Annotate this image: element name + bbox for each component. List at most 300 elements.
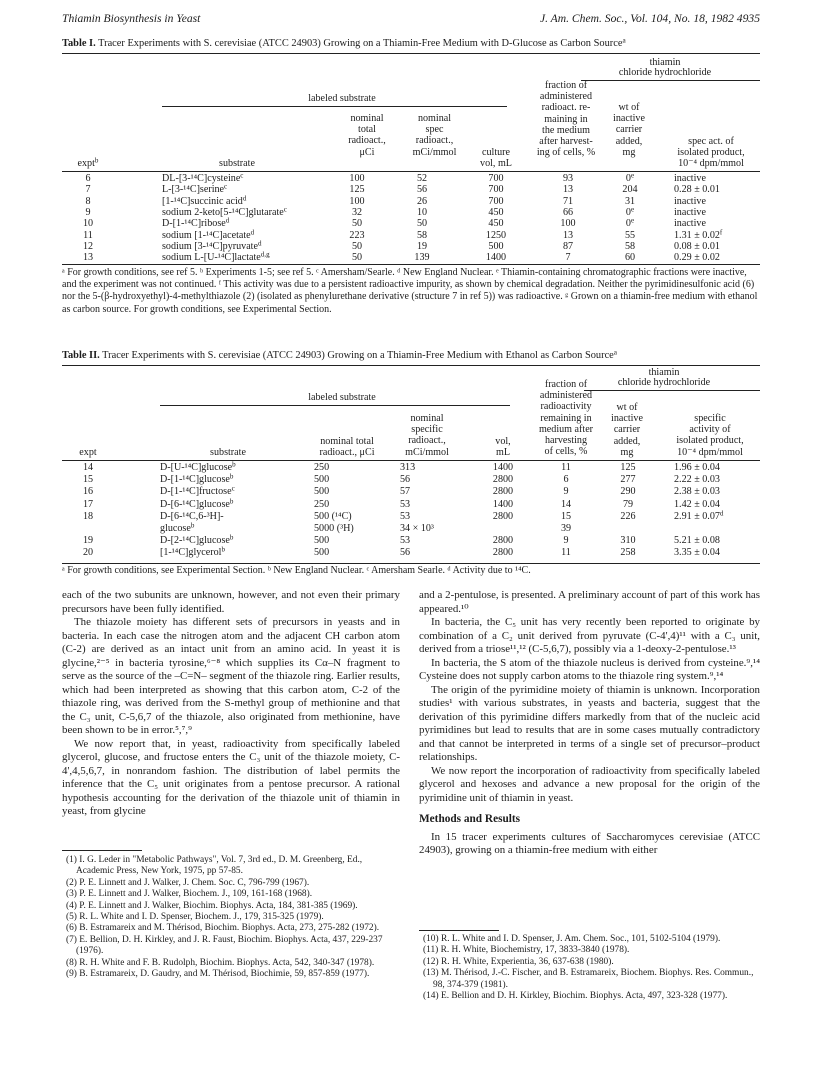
cell-carrier-mark: e — [630, 205, 635, 214]
cell-frac — [544, 252, 592, 263]
cell-spec-text: 26 — [416, 195, 428, 207]
cell-total — [314, 499, 384, 511]
cell-carrier-text: 55 — [624, 229, 636, 241]
ref-item: (13) M. Thérisod, J.-C. Fischer, and B. Estramareix, Biochem. Biophys. Res. Commun., 98, 374-379 (1981). — [423, 968, 754, 990]
table1-col-expt — [62, 158, 114, 169]
cell-carrier — [608, 486, 648, 498]
cell-substrate — [162, 173, 332, 184]
cell-substrate — [160, 535, 310, 547]
cell-carrier-text: 58 — [624, 240, 636, 252]
cell-spec-text: 34 × 10³ — [400, 523, 434, 534]
cell-expt — [62, 207, 114, 218]
table2-thiamin-rule — [584, 390, 760, 391]
cell-expt-text: 18 — [82, 510, 94, 522]
cell-vol — [482, 462, 524, 474]
cell-expt — [62, 173, 114, 184]
cell-expt-text: 6 — [85, 173, 91, 184]
cell-frac — [544, 230, 592, 241]
cell-substrate-text: [1-¹⁴C]succinic acid — [162, 195, 243, 207]
table2-top-rule — [62, 365, 760, 366]
cell-carrier-text: 0 — [625, 206, 631, 218]
cell-substrate-mark: b — [232, 460, 236, 469]
table1-col-fraction — [526, 80, 606, 158]
cell-total-text: 50 — [351, 252, 363, 264]
hdr-line: remaining in — [540, 412, 592, 424]
hdr-line: radioact., — [408, 435, 446, 447]
cell-substrate — [160, 462, 310, 474]
cell-act-text: 0.29 ± 0.02 — [674, 252, 720, 264]
hdr-line: mg — [620, 446, 634, 458]
hdr-line: 10⁻⁴ dpm/mmol — [677, 446, 743, 458]
cell-carrier-text: 125 — [620, 462, 636, 473]
hdr-line: wt of — [616, 402, 638, 413]
cell-expt — [62, 535, 114, 547]
cell-act-text: 1.31 ± 0.02 — [674, 229, 720, 241]
right-p4: The origin of the pyrimidine moiety of thiamin is unknown. Incorporation studies¹ with various substrates, in yeasts and bacteria, suggest that the derivation of this pyrimidine differs markedly from that of the nucleic acid pyrimidines but lead to results that are in some cases mutually contradictory and that cannot be interpreted in terms of a single set of precursor–product relationships. — [419, 683, 760, 763]
cell-spec-text: 50 — [416, 218, 428, 230]
cell-total — [314, 474, 384, 486]
cell-substrate — [160, 499, 310, 511]
cell-vol — [482, 535, 524, 547]
table-row — [62, 474, 760, 486]
cell-substrate-text: D-[1-¹⁴C]ribose — [162, 218, 226, 230]
table1-group-thiamin-1: thiamin — [649, 57, 681, 68]
table2-title: Tracer Experiments with S. cerevisiae (ATCC 24903) Growing on a Thiamin-Free Medium with Ethanol as Carbon Source — [102, 350, 614, 361]
cell-frac — [544, 241, 592, 252]
cell-carrier — [610, 218, 650, 229]
hdr-line: spec — [425, 124, 444, 136]
table-row — [62, 227, 760, 241]
cell-total — [337, 184, 377, 195]
ref-item: (5) R. L. White and I. D. Spenser, Biochem. J., 179, 315-325 (1979). — [66, 912, 324, 923]
cell-total — [314, 523, 384, 535]
cell-spec-text: 19 — [416, 240, 428, 252]
cell-spec — [400, 511, 460, 523]
table1-col-spec — [397, 113, 472, 158]
cell-act — [674, 499, 760, 511]
right-references — [419, 934, 760, 1002]
table-row — [62, 535, 760, 547]
cell-total-text: 32 — [351, 206, 363, 218]
table1-col-culture — [466, 147, 526, 169]
cell-frac-text: 11 — [561, 547, 571, 559]
table2-header-rule — [62, 460, 760, 461]
cell-substrate — [162, 241, 332, 252]
table-row — [62, 207, 760, 218]
hdr-line: radioact., μCi — [319, 447, 375, 459]
cell-substrate — [162, 196, 332, 207]
table2-group-thiamin-1: thiamin — [648, 367, 680, 378]
cell-frac-text: 13 — [562, 184, 574, 196]
table1-footnotes: ᵃ For growth conditions, see ref 5. ᵇ Experiments 1-5; see ref 5. ᶜ Amersham/Searle. ᵈ New England Nuclear. ᵉ Thiamin-containing chromatographic fractions were inactive, and the experiment was not continued. ᶠ This activity was due to a persistent radioactive impurity, as shown by chemical degradation. Neither the pyrimidinesulfonic acid (6) nor the 5-(β-hydroxyethyl)-4-methylthiazole (2) (isolated as phenylurethane derivative (structure 7 in ref 5)) was radioactive. ᵍ Grown on a thiamin-free medium with ethanol as carbon source. For growth conditions, see Experimental Section. — [62, 267, 758, 315]
hdr-line: vol, — [495, 436, 511, 447]
cell-substrate-mark: c — [224, 182, 228, 191]
right-p3: In bacteria, the S atom of the thiazole nucleus is derived from cysteine.⁹,¹⁴ Cysteine does not supply carbon atoms to the thiazole ring system.⁹,¹⁴ — [419, 656, 760, 682]
cell-vol-text: 700 — [488, 173, 504, 184]
cell-substrate-mark: b — [190, 521, 195, 530]
cell-carrier-text: 60 — [624, 252, 636, 264]
right-p6: In 15 tracer experiments cultures of Saccharomyces cerevisiae (ATCC 24903), growing on a thiamin-free medium with either — [419, 830, 760, 856]
hdr-line: radioact., — [415, 135, 454, 147]
cell-spec — [402, 252, 442, 263]
cell-vol — [472, 218, 520, 229]
cell-vol — [482, 499, 524, 511]
cell-frac — [544, 196, 592, 207]
cell-substrate — [160, 523, 310, 535]
cell-frac-text: 6 — [563, 474, 569, 486]
table1-label: Table I. — [62, 38, 96, 49]
cell-carrier-text: 204 — [622, 184, 638, 196]
table1-group-thiamin-2: chloride hydrochloride — [618, 67, 712, 78]
hdr-line: mg — [622, 146, 636, 158]
table1-col-expt-text: expt — [77, 158, 95, 169]
cell-frac-text: 11 — [561, 462, 571, 473]
cell-substrate-mark: b — [229, 533, 234, 542]
cell-frac — [542, 499, 590, 511]
cell-vol-text: 450 — [488, 218, 504, 230]
cell-vol — [482, 547, 524, 559]
cell-total-text: 100 — [349, 173, 365, 184]
table2-caption — [62, 349, 617, 362]
left-refs-rule — [62, 850, 142, 851]
cell-vol — [472, 173, 520, 184]
section-heading: Methods and Results — [419, 813, 521, 825]
table1-bottom-rule — [62, 264, 760, 265]
cell-vol — [482, 511, 524, 523]
cell-frac-text: 93 — [562, 173, 574, 184]
cell-frac — [542, 462, 590, 474]
cell-vol — [472, 207, 520, 218]
cell-frac-text: 9 — [563, 486, 569, 498]
hdr-line: after harvest- — [539, 136, 593, 148]
cell-expt-text: 19 — [82, 535, 94, 547]
cell-expt-text: 17 — [82, 498, 94, 510]
cell-act-text: 1.96 ± 0.04 — [674, 462, 720, 473]
cell-act-text: inactive — [674, 218, 706, 230]
cell-frac-text: 39 — [560, 523, 572, 534]
cell-substrate-text: D-[1-¹⁴C]glucose — [160, 474, 230, 486]
left-p2: The thiazole moiety has different sets of precursors in yeasts and in bacteria. In each case the nitrogen atom and the adjacent CH carbon atom (C-2) are derived as an intact unit from an amino acid. In yeast it is glycine,²⁻⁵ in bacteria tyrosine,⁶⁻⁸ which supplies its Cα–N fragment to serve as the source of the –C=N– segment of the thiazole ring. Earlier results, which had been interpreted as showing that this carbon atom, C-2 of the thiazole ring, was derived from the S-methyl group of methionine and that the C₃ unit, C-5,6,7 of the thiazole, also originated from methionine, have been shown to be in error.⁵,⁷,⁹ — [62, 616, 400, 736]
cell-act-text: inactive — [674, 173, 706, 184]
cell-vol — [472, 184, 520, 195]
cell-expt — [62, 511, 114, 523]
hdr-line: inactive — [611, 413, 643, 425]
hdr-line: mCi/mmol — [405, 446, 449, 458]
cell-carrier — [610, 252, 650, 263]
table-row — [62, 486, 760, 498]
cell-spec-text: 53 — [400, 535, 411, 547]
hdr-line: nominal — [410, 413, 444, 424]
cell-expt — [62, 218, 114, 229]
cell-frac-text: 7 — [565, 252, 571, 264]
table2-col-carrier — [602, 402, 652, 458]
cell-substrate-mark: d,g — [260, 250, 270, 259]
cell-act-text: 2.22 ± 0.03 — [674, 474, 720, 486]
table-row — [62, 462, 760, 474]
cell-substrate-mark: b — [229, 472, 234, 481]
cell-vol-text: 2800 — [492, 535, 514, 547]
table2-col-total — [302, 436, 392, 458]
hdr-line: administered — [539, 390, 593, 402]
cell-carrier — [610, 184, 650, 195]
cell-total-text: 500 — [314, 535, 330, 547]
cell-carrier-text: 226 — [620, 510, 636, 522]
cell-act — [674, 184, 760, 195]
table2-group-rule — [160, 405, 510, 406]
cell-vol-text: 700 — [488, 195, 504, 207]
right-p2: In bacteria, the C₅ unit has very recently been reported to originate by combination of a C₂ unit derived from pyruvate (C-4',4)¹¹ with a C₃ unit, derived from a triose¹¹,¹² (C-5,6,7), possibly via a 1-deoxy-2-pentulose.¹³ — [419, 616, 760, 655]
cell-vol-text: 500 — [488, 240, 504, 252]
table-row — [62, 499, 760, 511]
cell-frac — [544, 173, 592, 184]
cell-total-text: 500 — [314, 547, 330, 559]
cell-spec — [400, 474, 460, 486]
cell-frac — [542, 474, 590, 486]
table1-title: Tracer Experiments with S. cerevisiae (ATCC 24903) Growing on a Thiamin-Free Medium with D-Glucose as Carbon Source — [98, 38, 623, 49]
cell-expt-text: 10 — [82, 218, 94, 230]
cell-substrate-text: D-[1-¹⁴C]fructose — [160, 486, 232, 498]
cell-spec-text: 52 — [416, 173, 428, 184]
cell-substrate-text: D-[U-¹⁴C]glucose — [160, 462, 233, 473]
cell-spec-text: 313 — [400, 462, 416, 473]
cell-expt — [62, 474, 114, 486]
cell-carrier-text: 277 — [620, 474, 636, 486]
hdr-line: vol, mL — [480, 158, 512, 170]
cell-total-text: 500 (¹⁴C) — [314, 510, 352, 522]
cell-frac-text: 100 — [560, 218, 576, 230]
cell-total-text: 5000 (³H) — [314, 523, 354, 534]
cell-frac-text: 9 — [563, 535, 569, 547]
cell-act — [674, 227, 760, 241]
table1-col-specact — [662, 136, 760, 170]
table1-caption-mark: a — [622, 36, 626, 45]
cell-substrate-mark: d — [242, 194, 247, 203]
cell-act-text: inactive — [674, 206, 706, 218]
cell-expt-text: 9 — [85, 206, 91, 218]
hdr-line: radioactivity — [540, 401, 592, 413]
cell-total — [314, 547, 384, 559]
cell-frac-text: 14 — [560, 498, 572, 510]
cell-expt-text: 8 — [85, 195, 91, 207]
ref-item: (7) E. Bellion, D. H. Kirkley, and J. R. Faust, Biochim. Biophys. Acta, 437, 229-237 (1976). — [66, 934, 383, 957]
hdr-line: added, — [615, 135, 643, 147]
cell-substrate-text: D-[2-¹⁴C]glucose — [160, 535, 230, 547]
cell-spec-text: 58 — [416, 229, 428, 241]
cell-substrate-text: D-[6-¹⁴C]glucose — [160, 498, 230, 510]
cell-expt-text: 20 — [82, 547, 94, 559]
cell-total — [337, 207, 377, 218]
cell-expt-text: 15 — [82, 474, 94, 486]
cell-substrate-mark: c — [240, 171, 244, 180]
cell-substrate-mark: b — [221, 545, 226, 554]
table1-col-expt-mark: b — [94, 156, 99, 165]
cell-vol-text: 1400 — [492, 462, 514, 473]
ref-item: (9) B. Estramareix, D. Gaudry, and M. Thérisod, Biochimie, 59, 857-859 (1977). — [66, 969, 370, 980]
cell-total-text: 50 — [351, 240, 363, 252]
ref-item: (3) P. E. Linnett and J. Walker, Biochem. J., 109, 161-168 (1968). — [66, 889, 313, 900]
hdr-line: mCi/mmol — [412, 146, 457, 158]
cell-act-text: 3.35 ± 0.04 — [674, 547, 720, 559]
table1-top-rule — [62, 53, 760, 54]
hdr-line: isolated product, — [676, 435, 744, 447]
ref-item: (10) R. L. White and I. D. Spenser, J. Am. Chem. Soc., 101, 5102-5104 (1979). — [423, 934, 721, 944]
hdr-line: ing of cells, % — [536, 147, 596, 159]
hdr-line: 10⁻⁴ dpm/mmol — [678, 158, 744, 170]
cell-expt — [62, 499, 114, 511]
cell-vol — [472, 196, 520, 207]
cell-substrate-mark: d — [250, 227, 255, 236]
hdr-line: wt of — [618, 102, 640, 113]
cell-vol-text: 2800 — [492, 547, 514, 559]
hdr-line: total — [358, 124, 376, 136]
hdr-line: medium after — [538, 423, 594, 435]
cell-vol-text: 1400 — [492, 498, 514, 510]
hdr-line: the medium — [542, 124, 590, 136]
table2-col-fraction — [530, 379, 602, 457]
cell-carrier-text: 258 — [620, 547, 636, 559]
cell-spec — [402, 173, 442, 184]
hdr-line: radioact., — [348, 135, 386, 147]
table2-header — [62, 367, 760, 462]
cell-expt-text: 12 — [82, 240, 94, 252]
cell-carrier-text: 0 — [625, 218, 631, 230]
cell-substrate — [162, 252, 332, 263]
cell-total — [337, 230, 377, 241]
cell-vol-text: 700 — [488, 184, 504, 196]
table1-group-labeled: labeled substrate — [308, 93, 376, 104]
cell-act-text: 2.91 ± 0.07 — [674, 510, 720, 522]
ref-item: (2) P. E. Linnett and J. Walker, J. Chem. Soc. C, 796-799 (1967). — [66, 877, 310, 888]
ref-item: (6) B. Estramareix and M. Thérisod, Biochim. Biophys. Acta, 273, 275-282 (1972). — [66, 923, 380, 934]
cell-total — [337, 241, 377, 252]
table-row — [62, 184, 760, 195]
table2-col-vol — [482, 436, 524, 458]
ref-item: (12) R. H. White, Experientia, 36, 637-638 (1980). — [423, 956, 614, 967]
cell-vol — [472, 241, 520, 252]
cell-vol-text: 1400 — [485, 252, 507, 264]
cell-total-text: 50 — [351, 218, 363, 230]
table1-header — [62, 55, 760, 190]
cell-frac-text: 15 — [560, 510, 572, 522]
cell-expt — [62, 462, 114, 474]
cell-act-text: 0.28 ± 0.01 — [674, 184, 720, 196]
cell-substrate-text: sodium [3-¹⁴C]pyruvate — [162, 240, 258, 252]
cell-carrier-text: 31 — [624, 195, 636, 207]
cell-frac — [544, 207, 592, 218]
cell-carrier — [608, 535, 648, 547]
cell-act — [674, 486, 760, 498]
hdr-line: carrier — [615, 124, 643, 136]
cell-substrate — [162, 207, 332, 218]
cell-carrier — [610, 230, 650, 241]
cell-substrate — [160, 547, 310, 559]
hdr-line: fraction of — [544, 80, 588, 91]
table1-col-substrate: substrate — [219, 158, 255, 169]
cell-vol-text: 450 — [488, 206, 504, 218]
cell-spec — [400, 499, 460, 511]
cell-carrier-text: 79 — [622, 498, 634, 510]
cell-spec — [402, 196, 442, 207]
cell-frac — [542, 511, 590, 523]
cell-substrate-text: L-[3-¹⁴C]serine — [162, 184, 225, 196]
hdr-line: culture — [481, 147, 511, 158]
hdr-line: administered — [539, 91, 593, 103]
cell-expt — [62, 230, 114, 241]
cell-substrate-text: sodium [1-¹⁴C]acetate — [162, 229, 251, 241]
cell-act-text: 2.38 ± 0.03 — [674, 486, 720, 498]
cell-frac — [542, 523, 590, 535]
table1-group-rule — [162, 106, 507, 107]
cell-carrier — [608, 511, 648, 523]
cell-substrate-text: glucose — [160, 523, 191, 534]
cell-carrier — [610, 173, 650, 184]
cell-frac — [542, 547, 590, 559]
cell-act — [674, 196, 760, 207]
cell-spec-text: 56 — [400, 547, 411, 559]
table2-col-specact — [660, 413, 760, 458]
running-header — [62, 12, 760, 28]
ref-item: (11) R. H. White, Biochemistry, 17, 3833-3840 (1978). — [423, 945, 630, 956]
cell-spec — [402, 207, 442, 218]
table2-group-labeled: labeled substrate — [308, 392, 376, 403]
right-p1: and a 2-pentulose, is presented. A preliminary account of part of this work has appeared.¹⁰ — [419, 589, 760, 615]
cell-act-text: inactive — [674, 195, 706, 207]
cell-carrier — [608, 462, 648, 474]
hdr-line: spec act. of — [688, 136, 734, 147]
cell-carrier — [608, 474, 648, 486]
table-row — [62, 547, 760, 559]
cell-frac — [544, 218, 592, 229]
table2-caption-mark: a — [613, 348, 618, 357]
cell-expt — [62, 241, 114, 252]
hdr-line: μCi — [359, 146, 375, 158]
cell-vol-text: 2800 — [492, 486, 514, 498]
cell-spec-text: 53 — [400, 510, 411, 522]
cell-substrate — [160, 474, 310, 486]
hdr-line: carrier — [613, 424, 641, 436]
cell-substrate — [162, 218, 332, 229]
left-column — [62, 589, 400, 819]
table-row — [62, 218, 760, 229]
cell-substrate — [162, 227, 332, 241]
cell-act — [674, 252, 760, 263]
cell-spec-text: 53 — [400, 498, 411, 510]
cell-expt — [62, 486, 114, 498]
cell-substrate-mark: d — [257, 239, 262, 248]
hdr-line: added, — [613, 435, 641, 447]
right-refs-rule — [419, 930, 499, 931]
hdr-line: of cells, % — [544, 446, 588, 458]
cell-frac — [542, 486, 590, 498]
right-column — [419, 589, 760, 858]
cell-act — [674, 474, 760, 486]
cell-frac — [544, 184, 592, 195]
cell-act-mark: f — [719, 227, 723, 236]
cell-vol-text: 2800 — [492, 474, 514, 486]
running-title: Thiamin Biosynthesis in Yeast — [62, 12, 201, 25]
cell-act — [674, 218, 760, 229]
cell-substrate-mark: c — [231, 484, 235, 493]
right-p5: We now report the incorporation of radioactivity from specifically labeled glycerol and hexoses and advance a new proposal for the origin of the pyrimidine unit of thiamin in yeast. — [419, 764, 760, 804]
ref-item: (4) P. E. Linnett and J. Walker, Biochim. Biophys. Acta, 184, 381-385 (1969). — [66, 900, 358, 911]
cell-act — [674, 547, 760, 559]
table2-col-spec — [392, 413, 462, 458]
cell-vol-text: 2800 — [492, 510, 514, 522]
cell-total — [337, 218, 377, 229]
hdr-line: nominal — [350, 113, 384, 124]
table-row — [62, 511, 760, 523]
cell-spec — [400, 523, 460, 535]
